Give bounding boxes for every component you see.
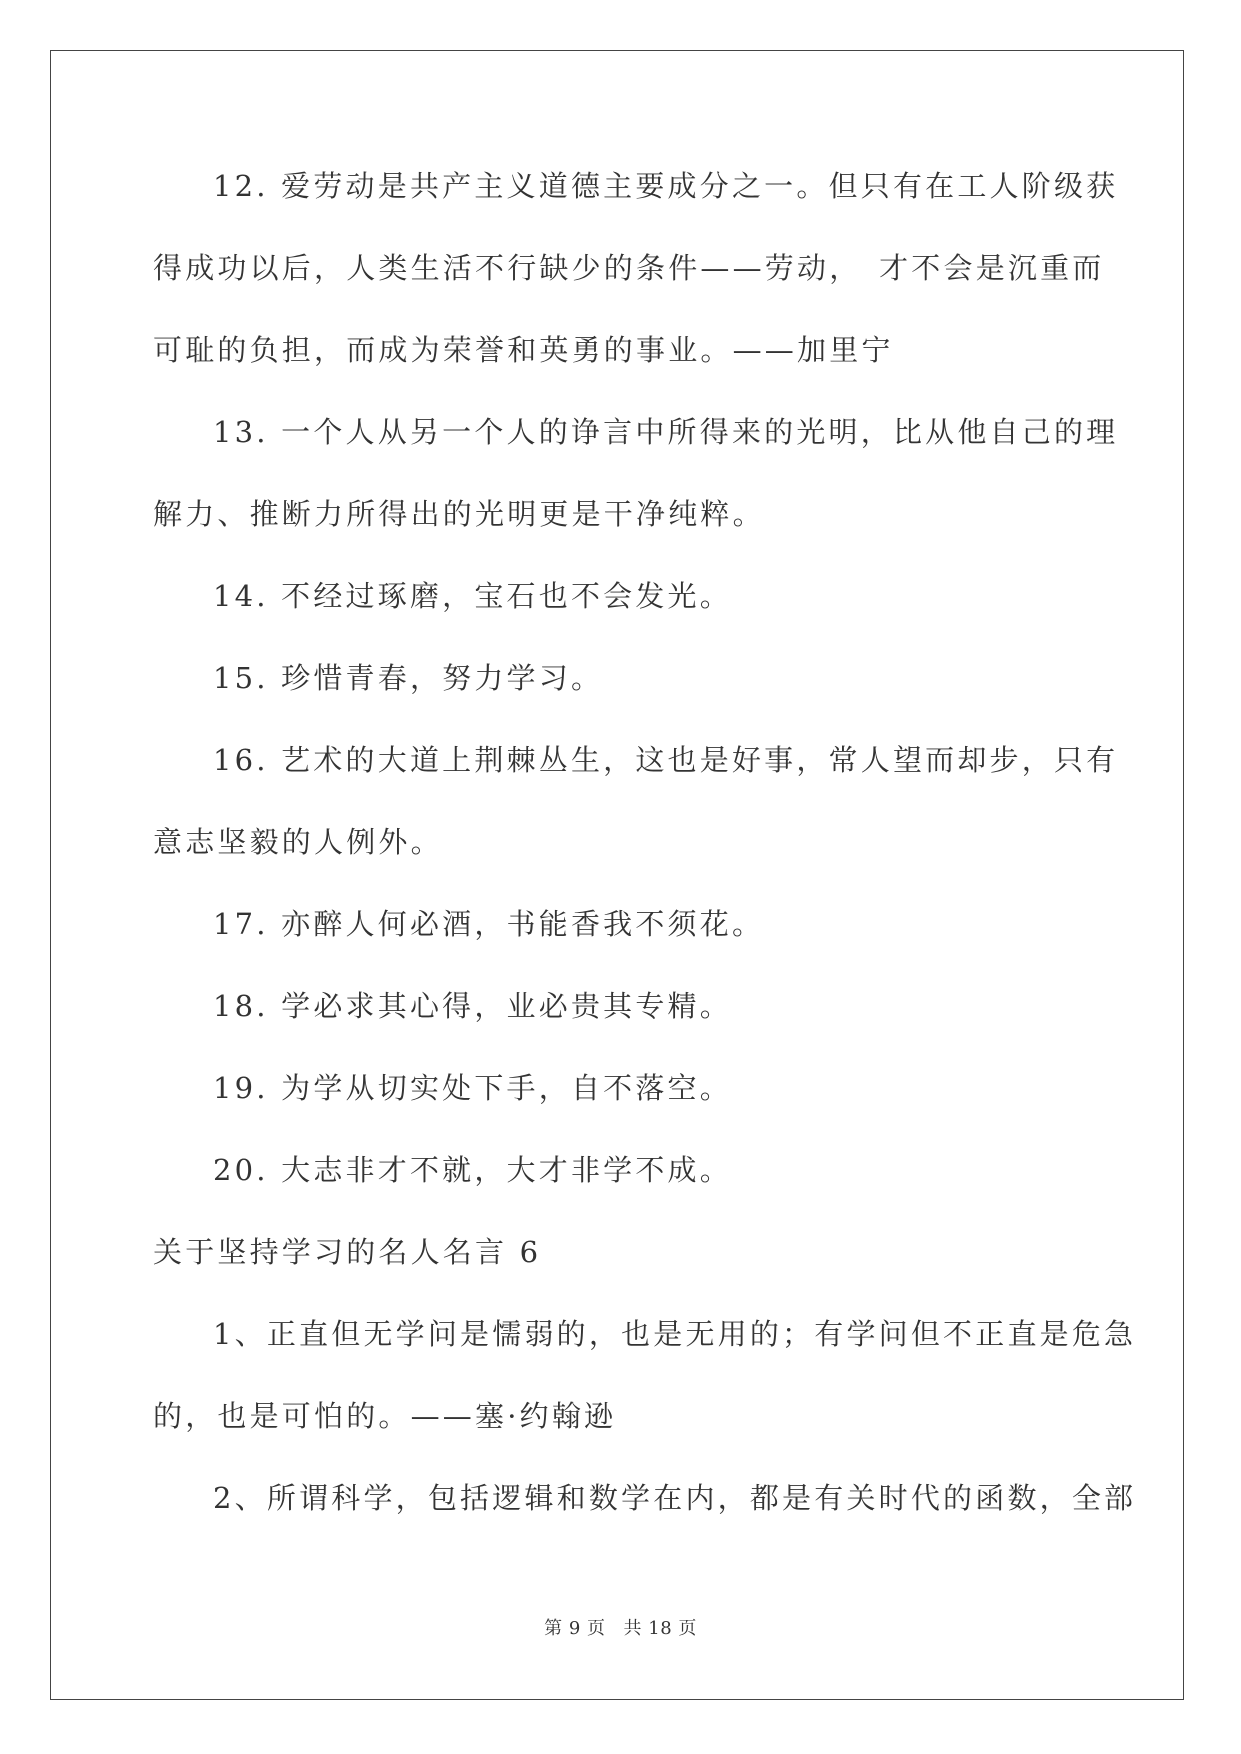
text-line: 16. 艺术的大道上荆棘丛生，这也是好事，常人望而却步，只有	[213, 743, 1119, 777]
text-line: 13. 一个人从另一个人的诤言中所得来的光明，比从他自己的理	[213, 415, 1119, 449]
text-line: 得成功以后，人类生活不行缺少的条件——劳动， 才不会是沉重而	[153, 251, 1105, 285]
text-line: 18. 学必求其心得，业必贵其专精。	[213, 989, 732, 1023]
text-line: 20. 大志非才不就，大才非学不成。	[213, 1153, 732, 1187]
text-line: 12. 爱劳动是共产主义道德主要成分之一。但只有在工人阶级获	[213, 169, 1119, 203]
text-line: 可耻的负担，而成为荣誉和英勇的事业。——加里宁	[153, 333, 894, 367]
section-heading: 关于坚持学习的名人名言 6	[153, 1235, 542, 1269]
page-number: 第 9 页	[544, 1618, 606, 1639]
document-body	[153, 160, 1137, 1554]
text-line: 意志坚毅的人例外。	[153, 825, 443, 859]
text-line: 17. 亦醉人何必酒，书能香我不须花。	[213, 907, 765, 941]
text-line: 19. 为学从切实处下手，自不落空。	[213, 1071, 732, 1105]
text-line: 2、所谓科学，包括逻辑和数学在内，都是有关时代的函数，全部	[213, 1481, 1137, 1515]
text-line: 1、正直但无学问是懦弱的，也是无用的；有学问但不正直是危急	[213, 1317, 1137, 1351]
page-footer	[0, 1614, 1241, 1640]
text-line: 15. 珍惜青春，努力学习。	[213, 661, 604, 695]
page-total: 共 18 页	[623, 1618, 697, 1639]
text-line: 14. 不经过琢磨，宝石也不会发光。	[213, 579, 732, 613]
text-line: 的，也是可怕的。——塞·约翰逊	[153, 1399, 617, 1433]
text-line: 解力、推断力所得出的光明更是干净纯粹。	[153, 497, 765, 531]
